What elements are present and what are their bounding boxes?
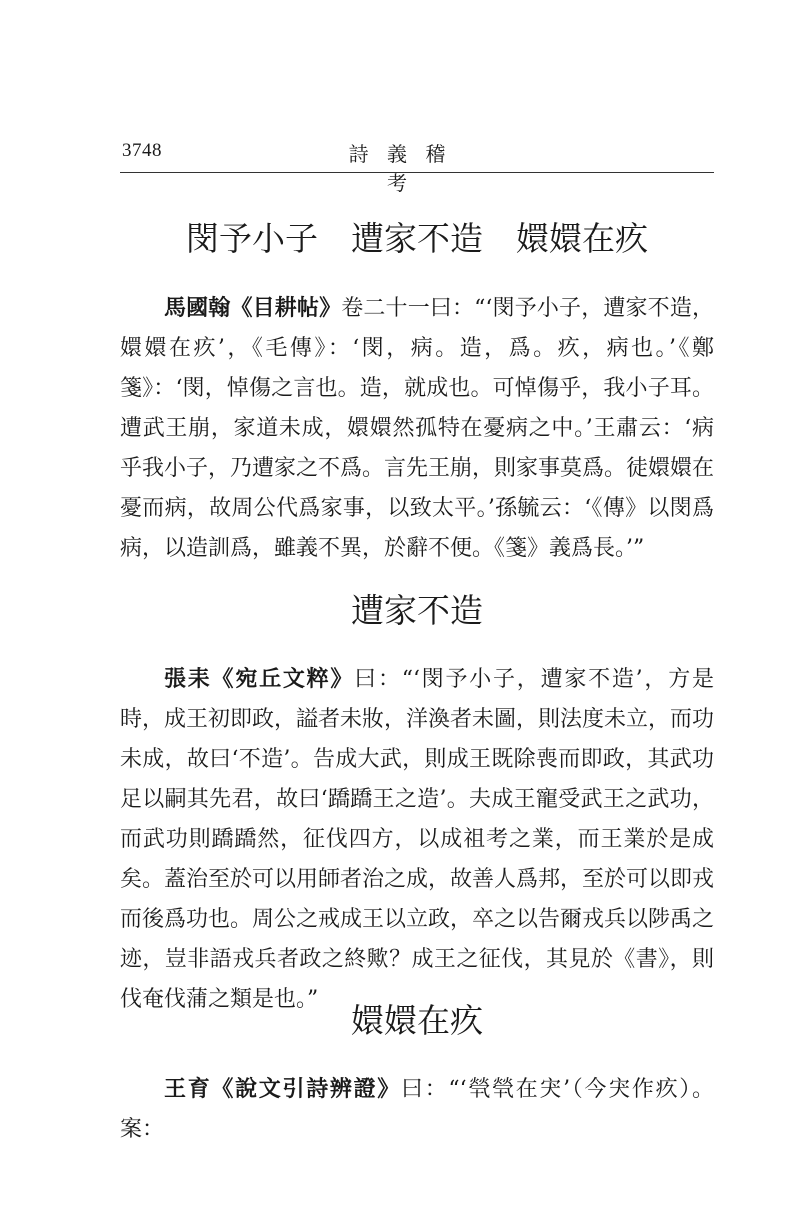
- author-name: 張耒: [164, 667, 212, 692]
- paragraph: [120, 1070, 714, 1150]
- paragraph-text: 卷二十一曰：“‘閔予小子，遭家不造，嬛嬛在疚’，《毛傳》：‘閔，病。造，爲。疚，病也。’《鄭箋》：‘閔，悼傷之言也。造，就成也。可悼傷乎，我小子耳。遭武王崩，家道未成，嬛嬛然孤特在憂病之中。’王肅云：‘病乎我小子，乃遭家之不爲。言先王崩，則家事莫爲。徒嬛嬛在憂而病，故周公代爲家事，以致太平。’孫毓云：‘《傳》以閔爲病，以造訓爲，雖義不異，於辭不便。《箋》義爲長。’”: [120, 296, 715, 561]
- section-heading: 嬛嬛在疚: [351, 1001, 483, 1040]
- paragraph: [120, 660, 714, 1020]
- running-title: 詩 義 稽 考: [348, 142, 452, 195]
- author-name: 王育: [164, 1077, 212, 1102]
- work-title: 《宛丘文粹》: [211, 667, 355, 692]
- paragraph-text: 曰：“‘煢煢在宊’（今宊作疚）。案：: [120, 1077, 714, 1142]
- author-name: 馬國翰: [164, 296, 231, 321]
- page-number: 3748: [122, 140, 162, 161]
- work-title: 《目耕帖》: [230, 296, 342, 321]
- work-title: 《說文引詩辨證》: [211, 1077, 401, 1102]
- header-rule: [120, 172, 714, 173]
- section-heading: 閔予小子 遭家不造 嬛嬛在疚: [186, 219, 648, 258]
- paragraph-text: 曰：“‘閔予小子，遭家不造’，方是時，成王初即政，謚者未妝，洋渙者未圖，則法度未立，而功未成，故曰‘不造’。告成大武，則成王既除喪而即政，其武功足以嗣其先君，故曰‘蹻蹻王之造’。夫成王寵受武王之武功，而武功則蹻蹻然，征伐四方，以成祖考之業，而王業於是成矣。蓋治至於可以用師者治之成，故善人爲邦，至於可以即戎而後爲功也。周公之戒成王以立政，卒之以告爾戎兵以陟禹之迹，豈非語戎兵者政之終歟？成王之征伐，其見於《書》，則伐奄伐蒲之類是也。”: [120, 667, 715, 1012]
- paragraph: [120, 289, 714, 569]
- section-heading: 遭家不造: [351, 591, 483, 630]
